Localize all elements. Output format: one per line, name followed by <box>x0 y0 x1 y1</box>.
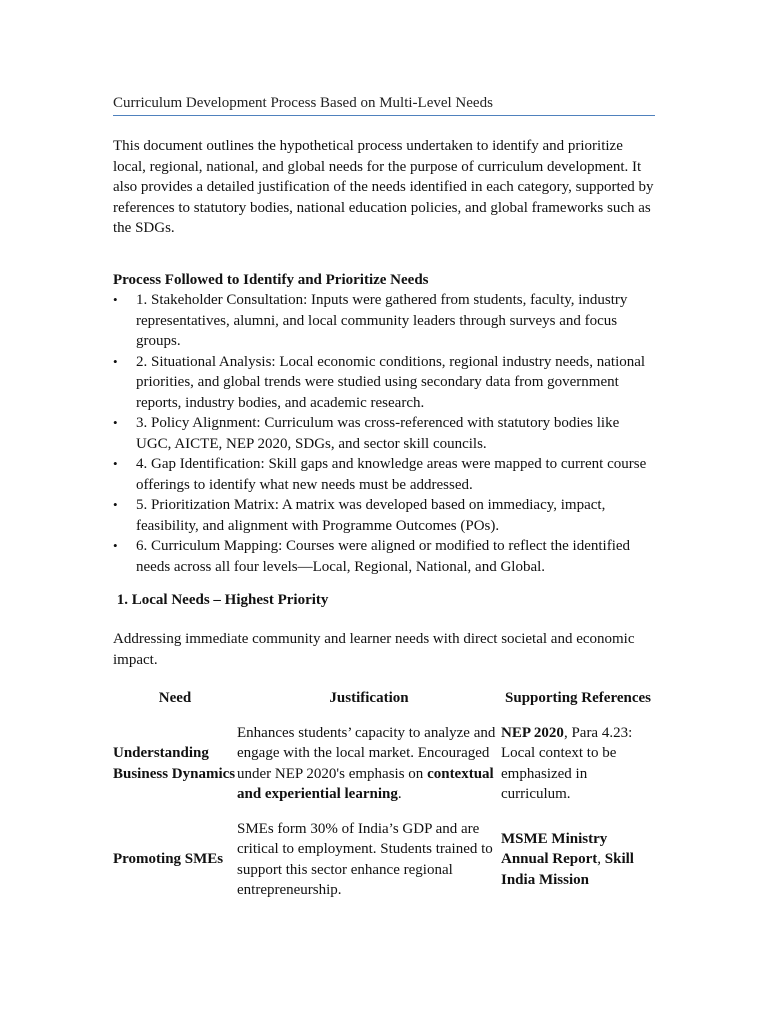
step-text: 6. Curriculum Mapping: Courses were aligned or modified to reflect the identified needs across all four levels—Local, Regional, National, and Global. <box>136 538 631 575</box>
step-text: 4. Gap Identification: Skill gaps and knowledge areas were mapped to current course offerings to identify what new needs must be addressed. <box>136 456 647 493</box>
header-need: Need <box>158 690 192 706</box>
header-references: Supporting References <box>505 690 651 706</box>
process-step-6 <box>113 536 655 577</box>
process-steps-list <box>113 290 655 577</box>
need-cell: Promoting SMEs <box>113 851 224 868</box>
bullet-icon: • <box>113 456 118 471</box>
step-text: 5. Prioritization Matrix: A matrix was developed based on immediacy, impact, feasibility, and alignment with Programme Outcomes (POs). <box>136 497 606 534</box>
document-intro: This document outlines the hypothetical process undertaken to identify and prioritize local, regional, national, and global needs for the purpose of curriculum development. It also provides a detailed justification of the needs identified in each category, supported by references to statutory bodies, national education policies, and global frameworks such as the SDGs. <box>113 138 654 236</box>
document-title: Curriculum Development Process Based on Multi-Level Needs <box>113 93 655 116</box>
bullet-icon: • <box>113 292 118 307</box>
header-justification: Justification <box>329 690 409 706</box>
reference-emphasis: MSME Ministry Annual Report <box>501 830 608 868</box>
need-cell: Understanding Business Dynamics <box>113 745 236 782</box>
process-step-1 <box>113 290 655 352</box>
references-cell <box>501 723 655 819</box>
bullet-icon: • <box>113 538 118 553</box>
justification-cell <box>237 723 501 819</box>
step-text: 1. Stakeholder Consultation: Inputs were gathered from students, faculty, industry representatives, alumni, and local community leaders through surveys and focus groups. <box>136 292 628 349</box>
reference-separator: , <box>597 851 605 868</box>
table-header-row <box>113 688 655 723</box>
bullet-icon: • <box>113 353 118 369</box>
reference-emphasis-2: Skill India Mission <box>501 851 634 888</box>
local-needs-table <box>113 688 655 915</box>
references-cell <box>501 819 655 915</box>
bullet-icon: • <box>113 497 118 512</box>
process-step-5 <box>113 495 655 536</box>
table-row <box>113 723 655 819</box>
justification-text-end: . <box>397 786 402 802</box>
process-step-4 <box>113 454 655 495</box>
justification-emphasis: contextual and experiential learning <box>237 765 494 802</box>
step-text: 2. Situational Analysis: Local economic conditions, regional industry needs, national priorities, and global trends were studied using secondary data from government reports, industry bodies, and academic research. <box>136 353 646 411</box>
step-text: 3. Policy Alignment: Curriculum was cross-referenced with statutory bodies like UGC, AICTE, NEP 2020, SDGs, and sector skill councils. <box>136 415 620 452</box>
local-needs-heading: 1. Local Needs – Highest Priority <box>113 592 329 608</box>
process-heading: Process Followed to Identify and Prioritize Needs <box>113 272 429 288</box>
justification-cell: SMEs form 30% of India’s GDP and are critical to employment. Students trained to support this sector enhance regional entrepreneurship. <box>237 820 493 898</box>
bullet-icon: • <box>113 415 118 430</box>
reference-text: , Para 4.23: Local context to be emphasized in curriculum. <box>501 724 633 802</box>
justification-text: Enhances students’ capacity to analyze and engage with the local market. Encouraged under NEP 2020's emphasis on <box>237 724 496 782</box>
reference-emphasis: NEP 2020 <box>501 724 564 741</box>
local-needs-intro: Addressing immediate community and learner needs with direct societal and economic impact. <box>113 631 635 668</box>
process-step-2 <box>113 352 655 414</box>
process-step-3 <box>113 413 655 454</box>
table-row <box>113 819 655 915</box>
